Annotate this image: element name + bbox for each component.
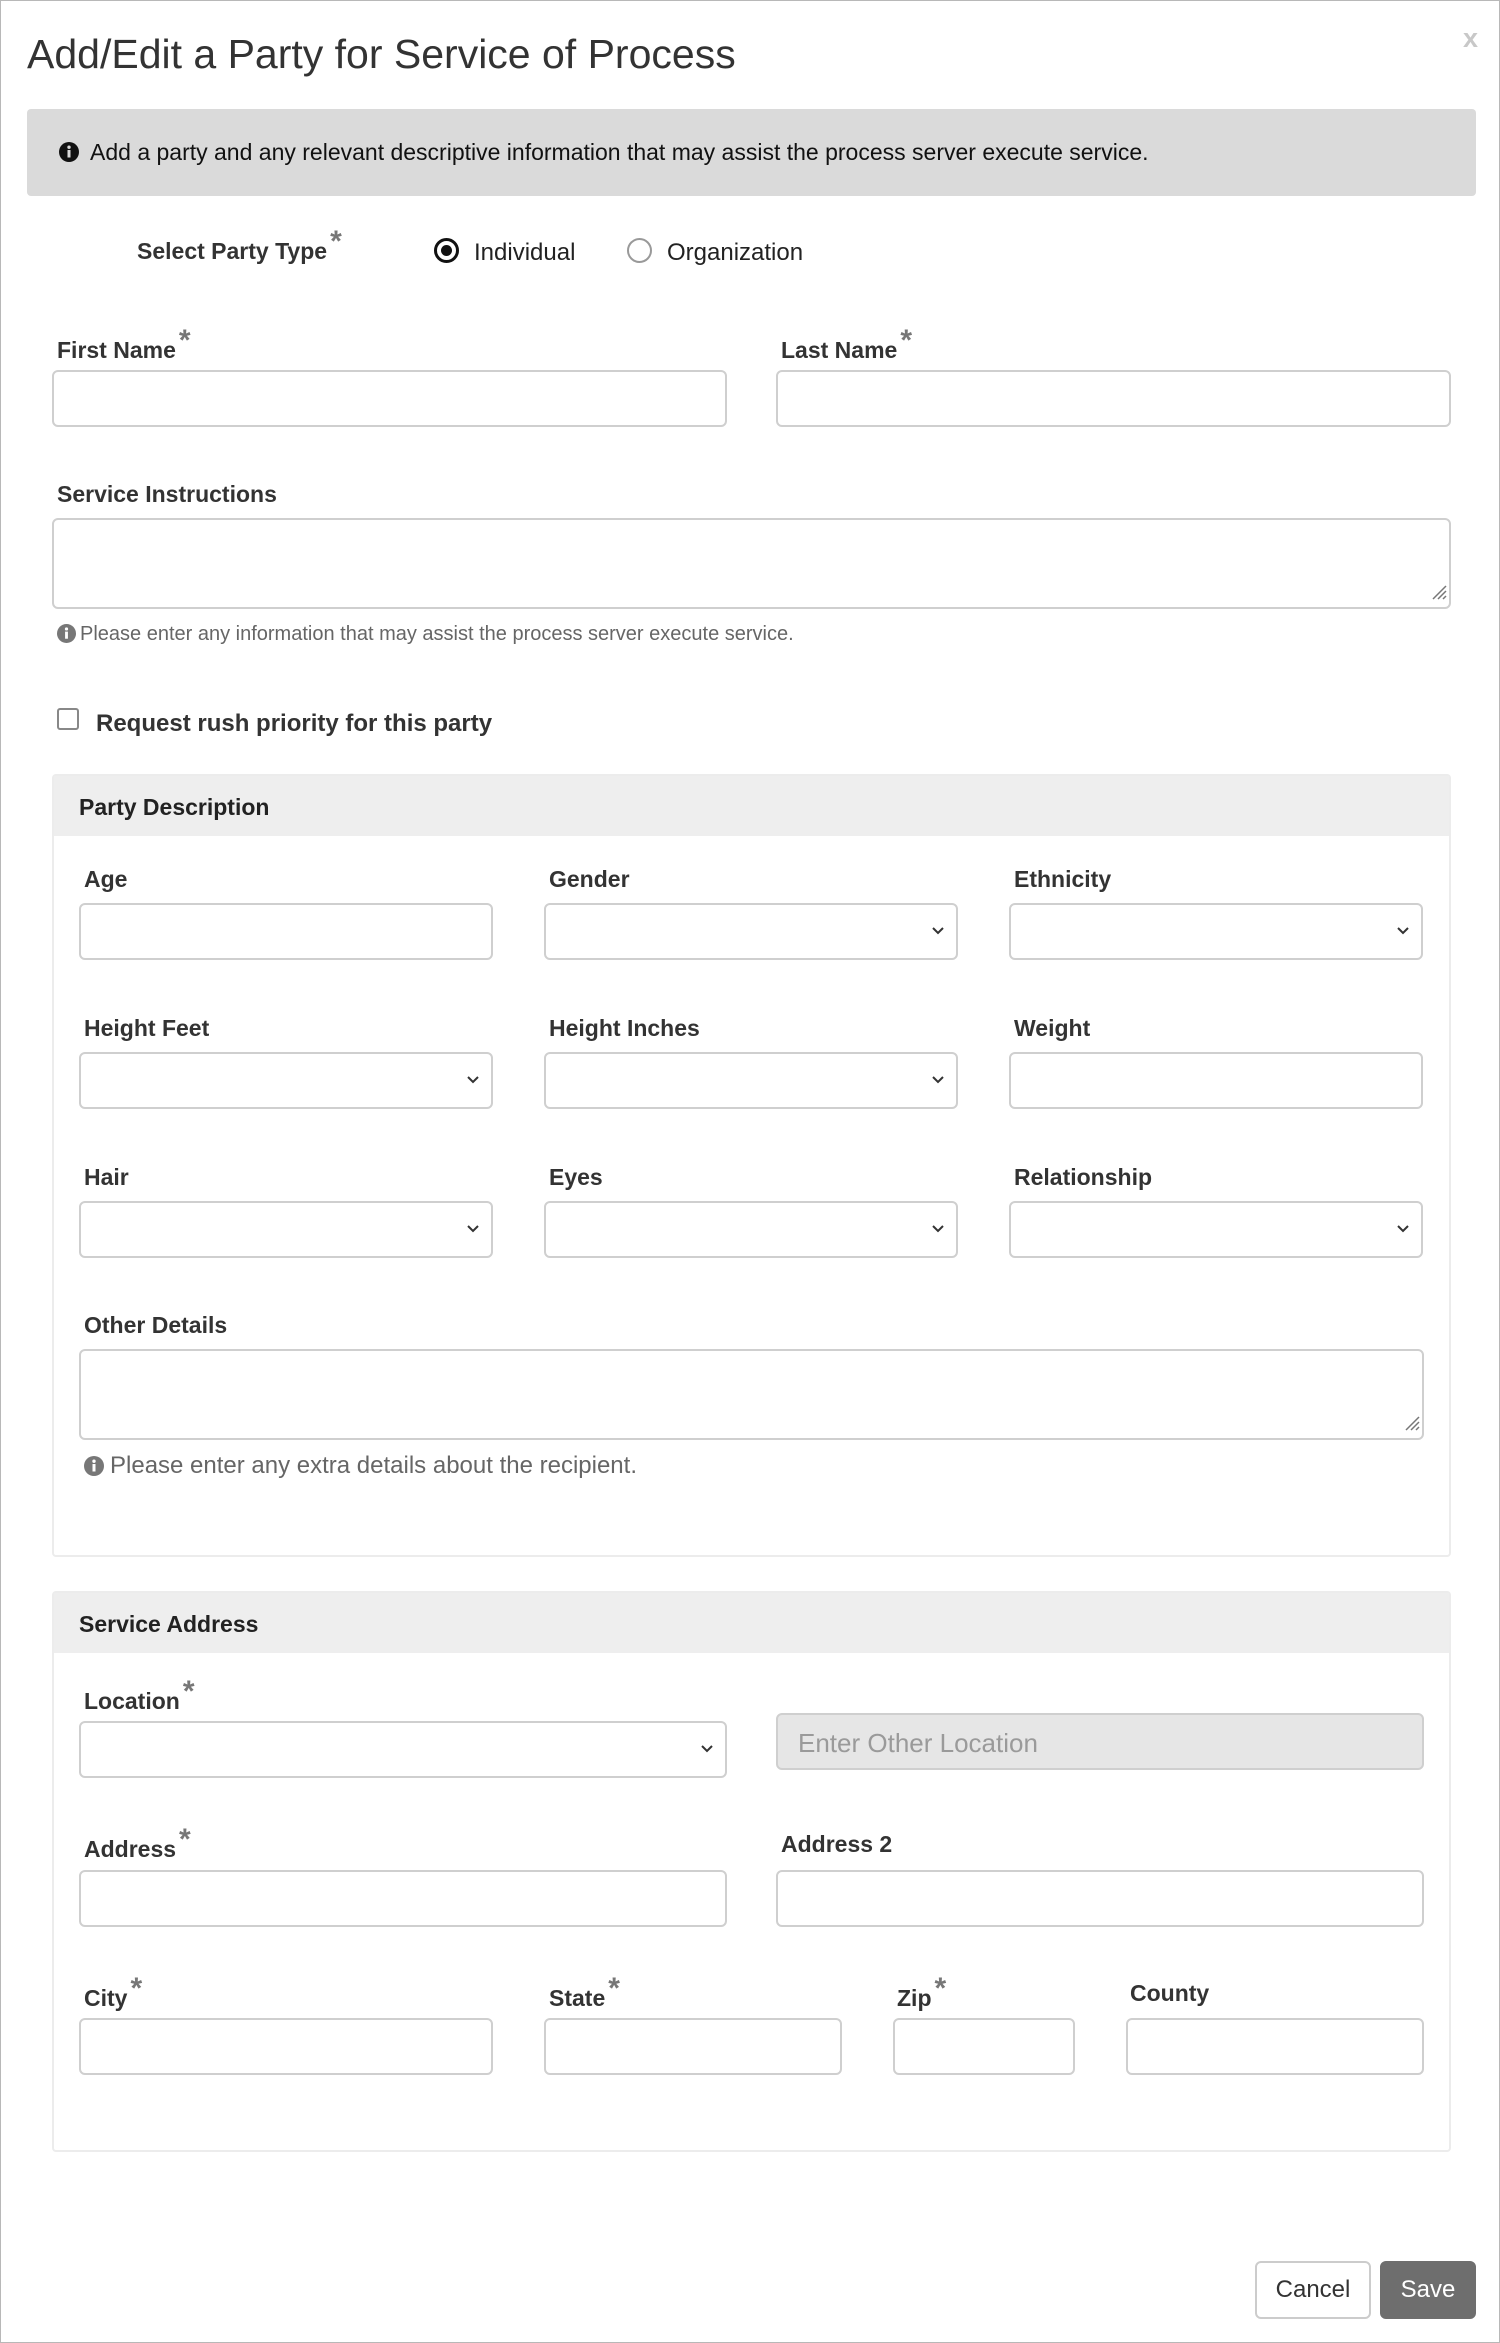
resize-grip-icon[interactable]	[1427, 580, 1447, 605]
other-details-textarea[interactable]	[79, 1349, 1424, 1440]
required-marker: *	[178, 324, 191, 357]
address-label: Address *	[84, 1823, 191, 1862]
required-marker: *	[608, 1972, 620, 2005]
chevron-down-icon	[699, 1740, 715, 1761]
weight-input[interactable]	[1009, 1052, 1423, 1109]
location-select[interactable]	[79, 1721, 727, 1778]
eyes-label: Eyes	[549, 1164, 603, 1190]
radio-individual-label[interactable]: Individual	[474, 239, 576, 266]
other-location-placeholder: Enter Other Location	[798, 1728, 1038, 1758]
county-label: County	[1130, 1980, 1210, 2006]
relationship-label: Relationship	[1014, 1164, 1153, 1190]
county-input[interactable]	[1126, 2018, 1424, 2075]
chevron-down-icon	[1395, 1220, 1411, 1241]
required-marker: *	[900, 324, 913, 357]
chevron-down-icon	[930, 922, 946, 943]
state-label: State *	[549, 1972, 620, 2011]
cancel-button[interactable]: Cancel	[1255, 2261, 1371, 2319]
chevron-down-icon	[465, 1071, 481, 1092]
last-name-label: Last Name *	[781, 324, 913, 363]
required-marker: *	[330, 225, 342, 258]
ethnicity-select[interactable]	[1009, 903, 1423, 960]
alert-text: Add a party and any relevant descriptive information that may assist the process server execute service.	[90, 139, 1149, 165]
other-details-label: Other Details	[84, 1312, 228, 1338]
service-instructions-label: Service Instructions	[57, 481, 277, 507]
chevron-down-icon	[930, 1071, 946, 1092]
rush-label[interactable]: Request rush priority for this party	[96, 710, 493, 737]
height-feet-label: Height Feet	[84, 1015, 210, 1041]
party-type-label: Select Party Type *	[137, 225, 342, 264]
info-icon	[59, 142, 79, 167]
required-marker: *	[179, 1823, 191, 1856]
chevron-down-icon	[465, 1220, 481, 1241]
required-marker: *	[934, 1972, 947, 2005]
zip-input[interactable]	[893, 2018, 1075, 2075]
radio-individual[interactable]	[434, 238, 459, 263]
gender-label: Gender	[549, 866, 630, 892]
party-description-title: Party Description	[79, 794, 270, 820]
modal-title: Add/Edit a Party for Service of Process	[27, 31, 736, 77]
save-button[interactable]: Save	[1380, 2261, 1476, 2319]
hair-select[interactable]	[79, 1201, 493, 1258]
info-icon	[84, 1456, 104, 1476]
relationship-select[interactable]	[1009, 1201, 1423, 1258]
radio-organization[interactable]	[627, 238, 652, 263]
chevron-down-icon	[1395, 922, 1411, 943]
rush-checkbox[interactable]	[57, 708, 79, 730]
resize-grip-icon[interactable]	[1400, 1411, 1420, 1436]
location-label: Location *	[84, 1675, 195, 1714]
height-feet-select[interactable]	[79, 1052, 493, 1109]
height-inches-label: Height Inches	[549, 1015, 700, 1041]
ethnicity-label: Ethnicity	[1014, 866, 1112, 892]
service-instructions-help: Please enter any information that may assist the process server execute service.	[57, 623, 794, 646]
weight-label: Weight	[1014, 1015, 1091, 1041]
address2-input[interactable]	[776, 1870, 1424, 1927]
state-input[interactable]	[544, 2018, 842, 2075]
required-marker: *	[182, 1675, 195, 1708]
hair-label: Hair	[84, 1164, 129, 1190]
panel-header	[54, 1593, 1449, 1653]
other-location-input[interactable]	[776, 1713, 1424, 1770]
age-input[interactable]	[79, 903, 493, 960]
info-alert	[27, 109, 1476, 196]
required-marker: *	[130, 1972, 143, 2005]
info-icon	[57, 624, 76, 643]
chevron-down-icon	[930, 1220, 946, 1241]
other-details-help: Please enter any extra details about the recipient.	[84, 1452, 637, 1480]
panel-header	[54, 776, 1449, 836]
first-name-label: First Name *	[57, 324, 191, 363]
city-label: City *	[84, 1972, 143, 2011]
first-name-input[interactable]	[52, 370, 727, 427]
height-inches-select[interactable]	[544, 1052, 958, 1109]
eyes-select[interactable]	[544, 1201, 958, 1258]
service-address-title: Service Address	[79, 1611, 259, 1637]
close-icon[interactable]: x	[1463, 23, 1479, 53]
address-input[interactable]	[79, 1870, 727, 1927]
age-label: Age	[84, 866, 128, 892]
radio-organization-label[interactable]: Organization	[667, 239, 804, 266]
address2-label: Address 2	[781, 1831, 893, 1857]
service-instructions-textarea[interactable]	[52, 518, 1451, 609]
city-input[interactable]	[79, 2018, 493, 2075]
zip-label: Zip *	[897, 1972, 947, 2011]
gender-select[interactable]	[544, 903, 958, 960]
last-name-input[interactable]	[776, 370, 1451, 427]
